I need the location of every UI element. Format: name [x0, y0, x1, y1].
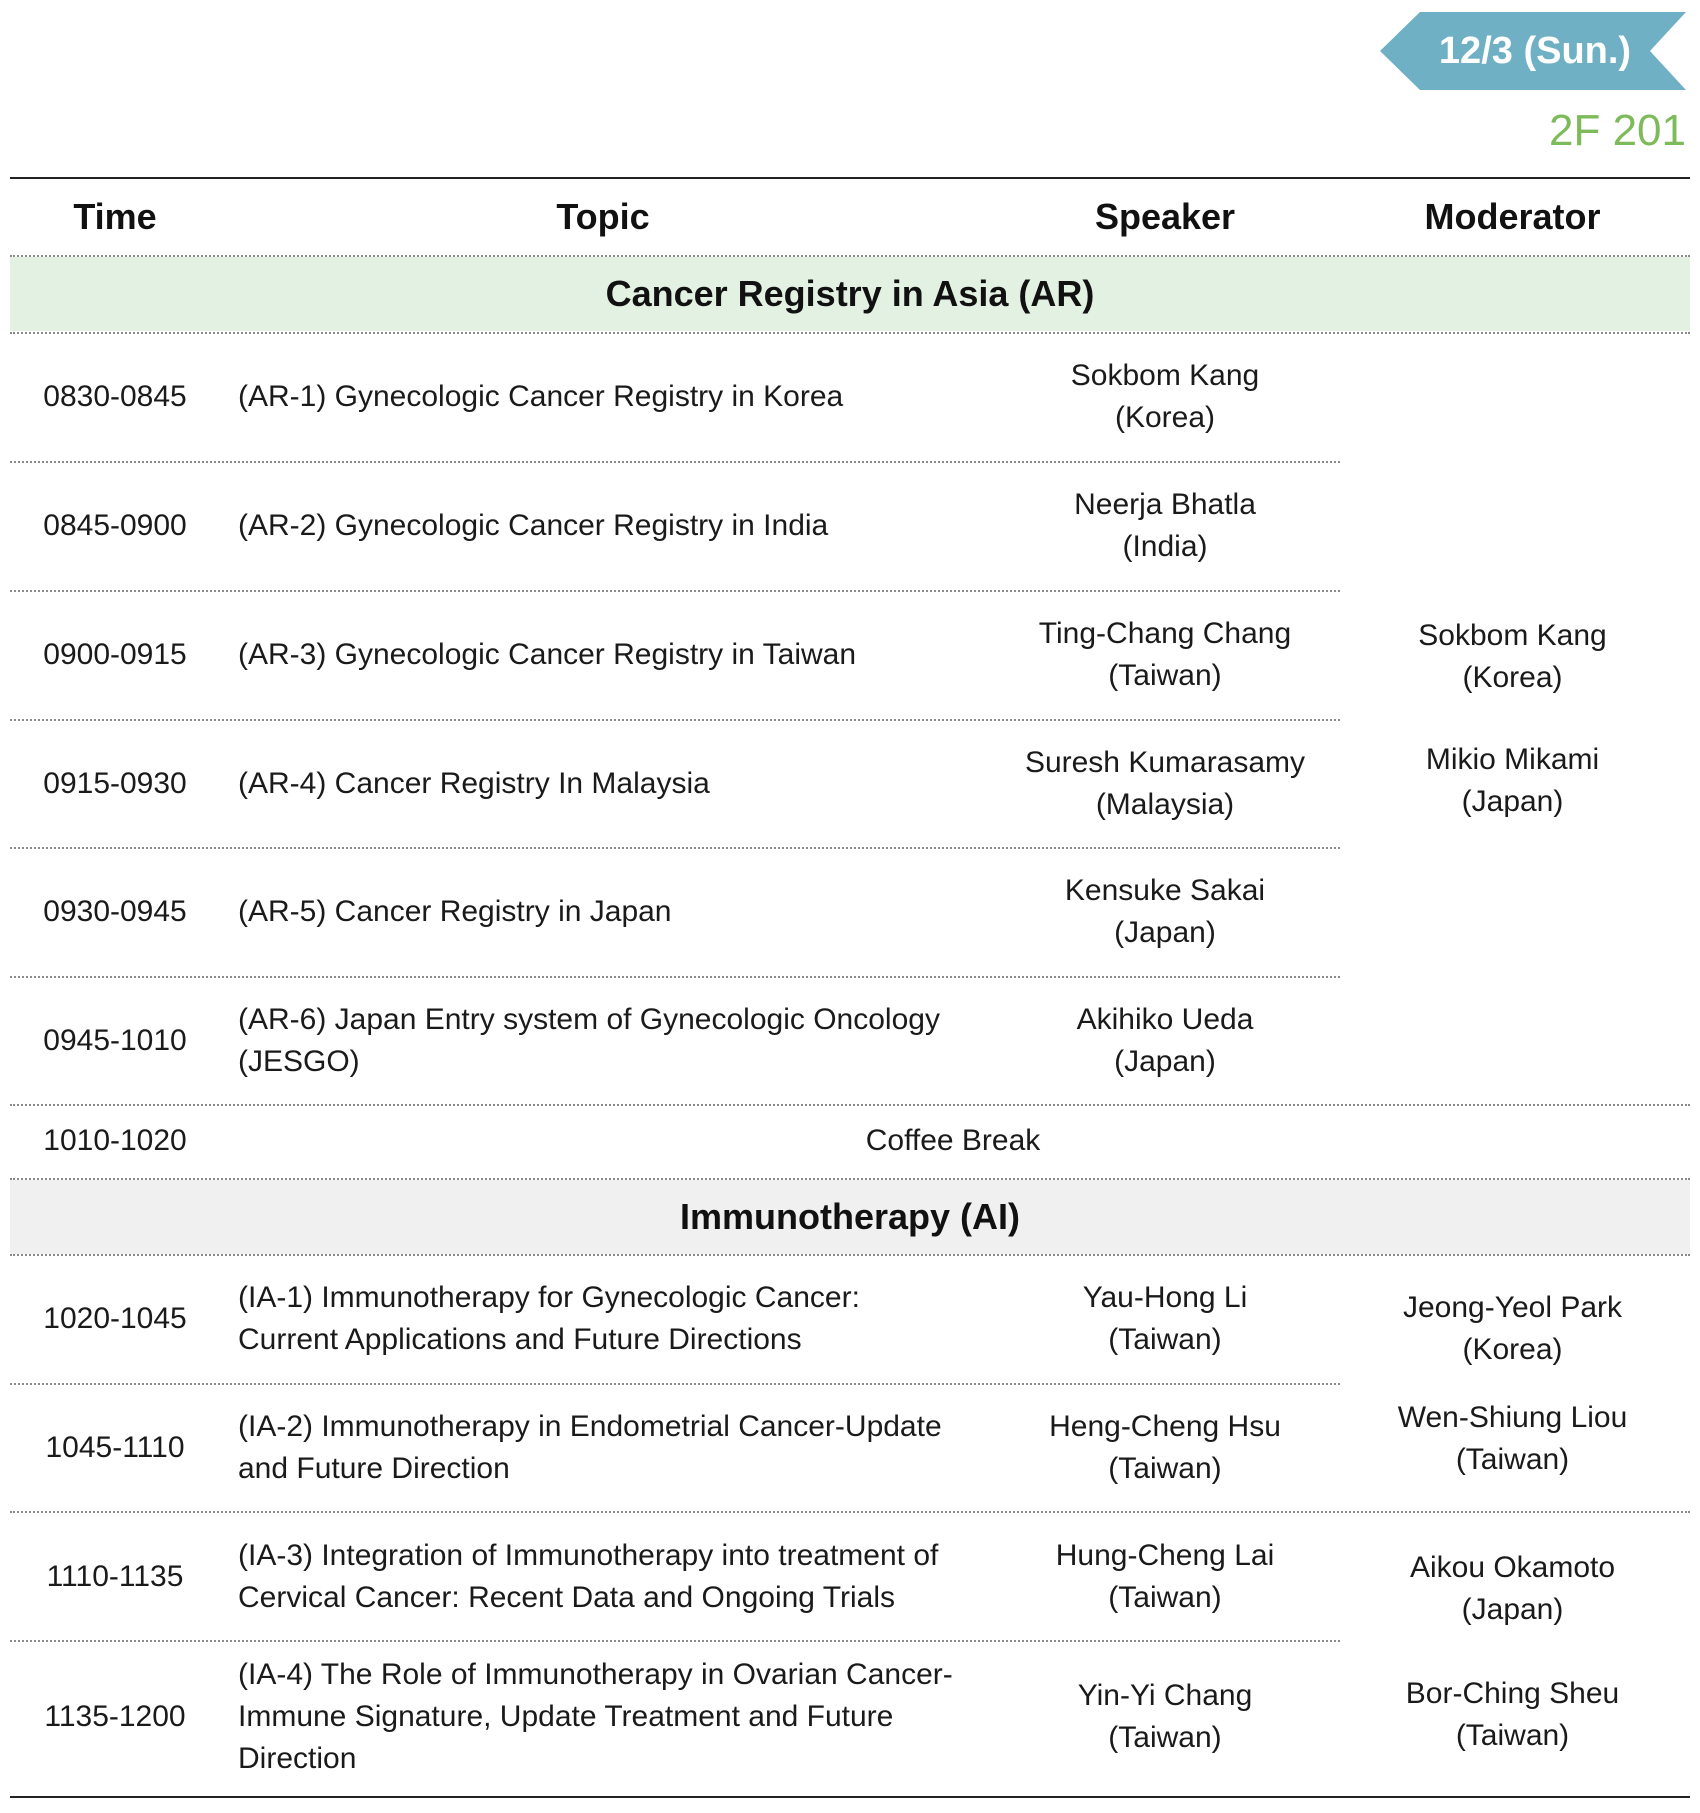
topic-line: Cervical Cancer: Recent Data and Ongoing Trials — [238, 1580, 895, 1614]
speaker-name: Sokbom Kang — [1070, 359, 1260, 392]
ia-row-1-speaker — [1010, 1256, 1320, 1382]
break-time: 1010-1020 — [43, 1124, 187, 1157]
topic-line: (AR-3) Gynecologic Cancer Registry in Taiwan — [238, 638, 857, 671]
moderator-name: Aikou Okamoto — [1409, 1551, 1616, 1584]
ia-moderators-2 — [1340, 1513, 1685, 1791]
ia-moderators-1 — [1340, 1256, 1685, 1511]
speaker-name: Neerja Bhatla — [1074, 488, 1256, 521]
ia-row-4-topic — [238, 1642, 1018, 1791]
ia-row-2-topic — [238, 1384, 1018, 1511]
col-header-speaker: Speaker — [1094, 196, 1236, 237]
ia-row-1-topic — [238, 1256, 1018, 1382]
ar-row-3-topic — [238, 591, 1018, 719]
ar-moderators — [1340, 334, 1685, 1104]
topic-line: (IA-3) Integration of Immunotherapy into treatment of — [238, 1538, 939, 1572]
ar-row-5-time: 0930-0945 — [43, 895, 187, 928]
col-header-moderator: Moderator — [1424, 196, 1601, 237]
ar-row-1-time: 0830-0845 — [43, 380, 187, 413]
speaker-country: (Malaysia) — [1095, 788, 1235, 821]
ar-row-1-speaker — [1010, 334, 1320, 460]
section-title-ia: Immunotherapy (AI) — [10, 1180, 1690, 1254]
ia-row-2-time: 1045-1110 — [45, 1430, 185, 1464]
topic-line: (AR-5) Cancer Registry in Japan — [238, 895, 672, 928]
topic-line: (IA-4) The Role of Immunotherapy in Ovarian Cancer- — [238, 1657, 953, 1691]
speaker-name: Hung-Cheng Lai — [1055, 1538, 1275, 1572]
speaker-name: Heng-Cheng Hsu — [1049, 1409, 1281, 1443]
speaker-name: Ting-Chang Chang — [1038, 617, 1292, 650]
ia-row-3-speaker — [1010, 1513, 1320, 1640]
ar-row-6-speaker — [1010, 977, 1320, 1104]
speaker-name: Kensuke Sakai — [1064, 874, 1266, 907]
ar-row-4-time: 0915-0930 — [43, 767, 187, 800]
moderator-country: (Korea) — [1462, 661, 1563, 694]
table-top-rule — [10, 177, 1690, 179]
moderator-name: Sokbom Kang — [1418, 619, 1607, 652]
topic-line: (AR-1) Gynecologic Cancer Registry in Korea — [238, 380, 844, 413]
room-label: 2F 201 — [1549, 106, 1686, 155]
speaker-country: (Taiwan) — [1108, 1580, 1222, 1614]
topic-line: and Future Direction — [238, 1451, 510, 1485]
moderator-name: Bor-Ching Sheu — [1405, 1677, 1620, 1710]
moderator-country: (Taiwan) — [1455, 1719, 1570, 1752]
ar-row-6-topic — [238, 977, 1018, 1104]
ar-row-5-speaker — [1010, 848, 1320, 976]
ia-row-2-speaker — [1010, 1384, 1320, 1511]
moderator-name: Jeong-Yeol Park — [1402, 1290, 1623, 1324]
ar-row-4-speaker — [1010, 720, 1320, 848]
date-tag — [1380, 12, 1686, 90]
topic-line: (IA-1) Immunotherapy for Gynecologic Cancer: — [238, 1281, 860, 1314]
table-bottom-rule — [10, 1796, 1690, 1798]
speaker-country: (India) — [1122, 530, 1208, 563]
speaker-country: (Taiwan) — [1108, 659, 1222, 692]
topic-line: (AR-6) Japan Entry system of Gynecologic Oncology — [238, 1002, 940, 1036]
speaker-country: (Taiwan) — [1108, 1323, 1222, 1356]
moderator-country: (Taiwan) — [1455, 1442, 1570, 1476]
topic-line: Current Applications and Future Directions — [238, 1323, 802, 1356]
speaker-name: Akihiko Ueda — [1076, 1002, 1254, 1036]
ia-row-4-speaker — [1010, 1642, 1320, 1791]
moderator-country: (Japan) — [1461, 785, 1564, 818]
topic-line: (AR-2) Gynecologic Cancer Registry in India — [238, 509, 829, 542]
ia-row-3-topic — [238, 1513, 1018, 1640]
section-title-ar: Cancer Registry in Asia (AR) — [10, 257, 1690, 331]
topic-line: Immune Signature, Update Treatment and Future — [238, 1699, 894, 1733]
ar-row-6-time: 0945-1010 — [43, 1023, 187, 1057]
speaker-country: (Taiwan) — [1108, 1720, 1222, 1754]
session-date: 12/3 (Sun.) — [1438, 30, 1632, 72]
speaker-name: Suresh Kumarasamy — [1024, 746, 1306, 779]
ar-row-2-speaker — [1010, 462, 1320, 590]
speaker-country: (Taiwan) — [1108, 1451, 1222, 1485]
speaker-name: Yau-Hong Li — [1082, 1281, 1248, 1314]
ar-row-3-time: 0900-0915 — [43, 638, 187, 671]
speaker-country: (Japan) — [1114, 916, 1216, 949]
ia-row-4-time: 1135-1200 — [44, 1699, 186, 1733]
topic-line: (IA-2) Immunotherapy in Endometrial Cancer-Update — [238, 1409, 942, 1443]
moderator-country: (Japan) — [1461, 1593, 1564, 1626]
speaker-country: (Korea) — [1114, 401, 1216, 434]
ar-row-2-topic — [238, 462, 1018, 590]
moderator-name: Wen-Shiung Liou — [1397, 1400, 1628, 1434]
ar-row-5-topic — [238, 848, 1018, 976]
ar-row-1-topic — [238, 334, 1018, 460]
col-header-topic: Topic — [556, 196, 650, 237]
topic-line: (JESGO) — [238, 1044, 360, 1078]
ar-row-3-speaker — [1010, 591, 1320, 719]
ia-row-1-time: 1020-1045 — [43, 1302, 187, 1335]
ia-row-3-time: 1110-1135 — [46, 1559, 184, 1593]
moderator-name: Mikio Mikami — [1425, 743, 1600, 776]
speaker-name: Yin-Yi Chang — [1077, 1678, 1253, 1712]
speaker-country: (Japan) — [1114, 1044, 1216, 1078]
break-label: Coffee Break — [865, 1124, 1041, 1157]
topic-line: Direction — [238, 1741, 357, 1775]
ar-row-4-topic — [238, 720, 1018, 848]
ar-row-2-time: 0845-0900 — [43, 509, 187, 542]
moderator-country: (Korea) — [1462, 1332, 1563, 1366]
topic-line: (AR-4) Cancer Registry In Malaysia — [238, 767, 710, 800]
col-header-time: Time — [73, 196, 157, 237]
